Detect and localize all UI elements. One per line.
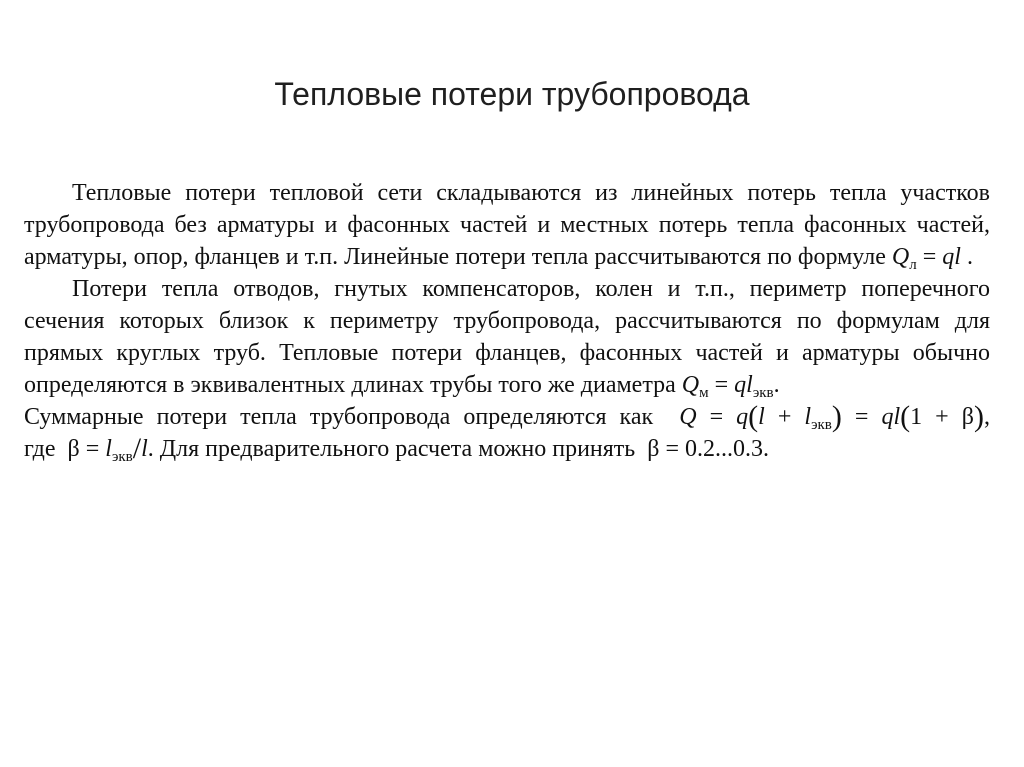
formula-operator: + [764,404,805,430]
formula-symbol: ql [734,372,753,398]
formula-symbol: l [804,404,812,430]
paragraph-total-losses [24,401,990,465]
formula-linear-losses [891,244,973,273]
formula-subscript: м [699,385,709,401]
paragraph-linear-losses [24,177,990,273]
formula-subscript: л [909,257,917,273]
formula-operator: = [79,436,106,462]
paragraph-local-losses [24,273,990,401]
formula-operator: / [132,432,142,465]
formula-operator: = [916,244,943,270]
formula-subscript: экв [811,417,832,433]
formula-symbol: Q [681,372,700,398]
line-prefix: где [24,436,56,462]
formula-operator: = [696,404,737,430]
slide-title: Тепловые потери трубопровода [274,76,750,112]
formula-punctuation: , [983,404,990,430]
formula-beta-definition [67,432,154,465]
formula-punctuation: . [960,244,973,270]
formula-number: 1 [910,404,923,430]
formula-symbol: q [736,404,749,430]
formula-punctuation: . [763,436,769,462]
formula-beta-value [647,436,769,462]
formula-symbol: Q [891,244,910,270]
paragraph-text: Тепловые потери тепловой сети складываются из линейных потерь тепла участков трубопровода без арматуры и фасонных частей и местных потерь тепла фасонных частей, арматуры, опор, фланцев и т.п. Линейные потери тепла рассчитываются по формуле [24,180,990,270]
formula-total-losses [679,400,990,433]
paragraph-text: Для предварительного расчета можно принять [159,436,636,462]
formula-symbol: l [105,436,112,462]
formula-symbol: l [758,404,765,430]
paragraph-text: Потери тепла отводов, гнутых компенсаторов, колен и т.п., периметр поперечного сечения которых близок к периметру трубопровода, рассчитываются по формулам для прямых круглых труб. Тепловые потери фланцев, фасонных частей и арматуры обычно определяются в эквивалентных длинах трубы того же диаметра [24,276,990,398]
formula-subscript: экв [111,449,133,465]
formula-symbol: β [647,436,660,462]
formula-operator: + [922,404,962,430]
paragraph-text: Суммарные потери тепла трубопровода определяются как [24,404,654,430]
formula-punctuation: . [773,372,780,398]
formula-punctuation: . [147,436,154,462]
formula-symbol: Q [679,404,697,430]
formula-symbol: ql [942,244,961,270]
formula-local-losses [681,372,780,401]
formula-bracket: ) [973,400,984,433]
slide-body [24,177,990,465]
formula-operator: = [708,372,735,398]
formula-symbol: l [141,436,148,462]
formula-subscript: экв [752,385,774,401]
formula-symbol: ql [881,404,901,430]
formula-number: 0.2...0.3 [685,436,763,462]
formula-operator: = [659,436,685,462]
formula-bracket: ( [900,400,911,433]
formula-bracket: ) [831,400,842,433]
formula-operator: = [841,404,882,430]
formula-symbol: β [961,404,974,430]
formula-symbol: β [67,436,80,462]
formula-bracket: ( [748,400,759,433]
